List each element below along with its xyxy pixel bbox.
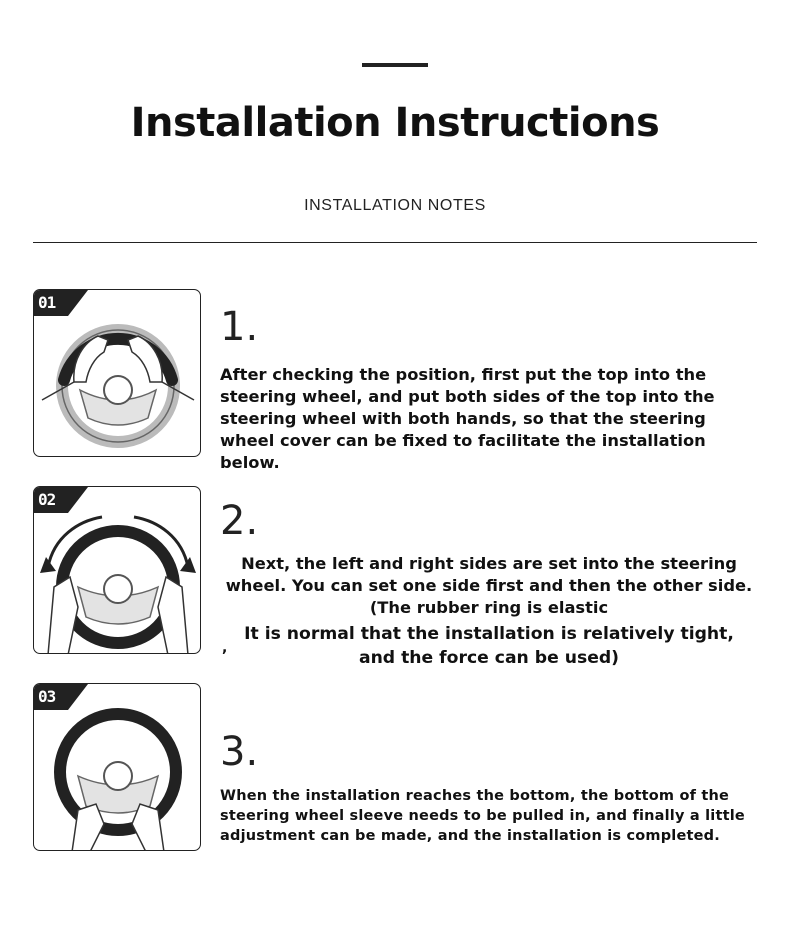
step-3-illustration [33,683,201,851]
step-2-number: 2. [220,498,259,544]
step-1-badge: 01 [38,293,56,312]
header-accent-bar [362,63,428,67]
step-3-text: When the installation reaches the bottom, the bottom of the steering wheel sleeve needs to be pulled in, and finally a little adjustment can be made, and the installation is completed. [220,788,745,844]
steering-wheel-sides-icon [34,487,201,654]
step-3-number: 3. [220,729,259,775]
step-1-illustration [33,289,201,457]
step-2-note-mark: , [222,640,228,656]
page-subtitle: INSTALLATION NOTES [304,197,486,214]
page-title: Installation Instructions [130,100,660,146]
step-2-text: Next, the left and right sides are set into the steering wheel. You can set one side first and then the other side. (The rubber ring is elastic [225,554,753,617]
steering-wheel-bottom-icon [34,684,201,851]
step-1-text: After checking the position, first put the top into the steering wheel, and put both sides of the top into the steering wheel with both hands, so that the steering wheel cover can be fixed to facilitate the installation below. [220,365,715,472]
step-2-illustration [33,486,201,654]
steering-wheel-top-icon [34,290,201,457]
step-3-badge: 03 [38,687,56,706]
step-1-number: 1. [220,304,259,350]
step-2-note: It is normal that the installation is relatively tight, and the force can be used) [244,624,734,668]
divider-line [33,242,757,243]
step-2-badge: 02 [38,490,56,509]
